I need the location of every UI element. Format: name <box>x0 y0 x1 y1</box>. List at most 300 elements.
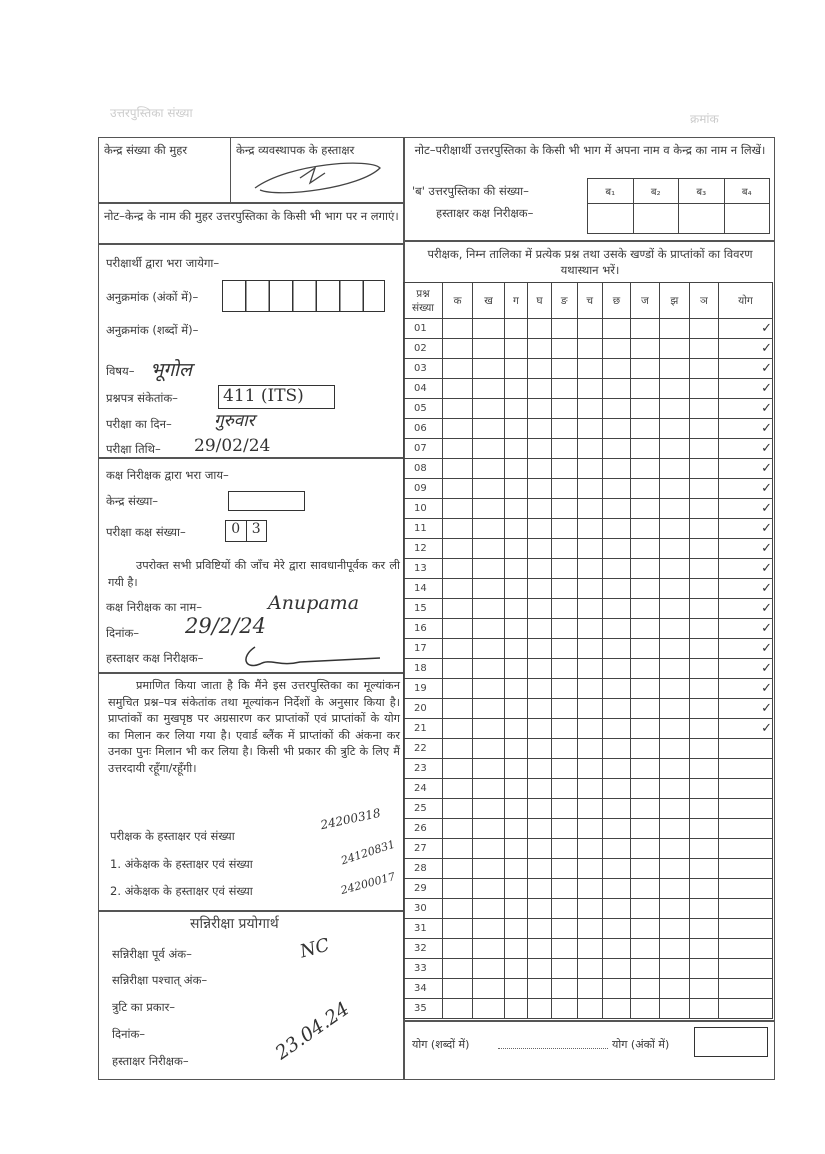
mark-cell[interactable] <box>527 659 551 679</box>
mark-cell[interactable] <box>443 659 473 679</box>
mark-cell[interactable] <box>551 879 577 899</box>
mark-cell[interactable] <box>660 599 690 619</box>
total-cell[interactable] <box>719 879 773 899</box>
mark-cell[interactable] <box>443 899 473 919</box>
mark-cell[interactable] <box>577 779 602 799</box>
mark-cell[interactable] <box>473 619 505 639</box>
total-cell[interactable]: ✓ <box>719 699 773 719</box>
mark-cell[interactable] <box>505 479 528 499</box>
mark-cell[interactable] <box>689 579 718 599</box>
mark-cell[interactable] <box>443 879 473 899</box>
mark-cell[interactable] <box>527 359 551 379</box>
mark-cell[interactable] <box>551 759 577 779</box>
mark-cell[interactable] <box>660 499 690 519</box>
mark-cell[interactable] <box>577 999 602 1019</box>
mark-cell[interactable] <box>505 639 528 659</box>
mark-cell[interactable] <box>527 399 551 419</box>
mark-cell[interactable] <box>577 339 602 359</box>
total-cell[interactable]: ✓ <box>719 499 773 519</box>
mark-cell[interactable] <box>505 539 528 559</box>
mark-cell[interactable] <box>660 659 690 679</box>
total-cell[interactable]: ✓ <box>719 339 773 359</box>
mark-cell[interactable] <box>473 659 505 679</box>
mark-cell[interactable] <box>689 999 718 1019</box>
mark-cell[interactable] <box>660 899 690 919</box>
mark-cell[interactable] <box>660 399 690 419</box>
mark-cell[interactable] <box>660 779 690 799</box>
mark-cell[interactable] <box>630 779 659 799</box>
mark-cell[interactable] <box>577 919 602 939</box>
mark-cell[interactable] <box>551 799 577 819</box>
mark-cell[interactable] <box>689 399 718 419</box>
total-cell[interactable] <box>719 799 773 819</box>
roll-digits-boxes[interactable] <box>222 280 385 312</box>
mark-cell[interactable] <box>660 519 690 539</box>
mark-cell[interactable] <box>660 639 690 659</box>
mark-cell[interactable] <box>505 919 528 939</box>
mark-cell[interactable] <box>689 819 718 839</box>
mark-cell[interactable] <box>603 319 631 339</box>
mark-cell[interactable] <box>551 699 577 719</box>
mark-cell[interactable] <box>630 799 659 819</box>
mark-cell[interactable] <box>630 639 659 659</box>
mark-cell[interactable] <box>551 499 577 519</box>
mark-cell[interactable] <box>551 559 577 579</box>
mark-cell[interactable] <box>443 959 473 979</box>
mark-cell[interactable] <box>505 459 528 479</box>
mark-cell[interactable] <box>473 719 505 739</box>
mark-cell[interactable] <box>505 499 528 519</box>
mark-cell[interactable] <box>527 679 551 699</box>
total-cell[interactable] <box>719 839 773 859</box>
mark-cell[interactable] <box>660 459 690 479</box>
mark-cell[interactable] <box>551 399 577 419</box>
mark-cell[interactable] <box>551 459 577 479</box>
mark-cell[interactable] <box>630 579 659 599</box>
mark-cell[interactable] <box>660 439 690 459</box>
mark-cell[interactable] <box>660 759 690 779</box>
total-cell[interactable] <box>719 779 773 799</box>
total-cell[interactable]: ✓ <box>719 399 773 419</box>
mark-cell[interactable] <box>689 899 718 919</box>
mark-cell[interactable] <box>603 579 631 599</box>
mark-cell[interactable] <box>603 639 631 659</box>
mark-cell[interactable] <box>603 479 631 499</box>
mark-cell[interactable] <box>527 479 551 499</box>
total-cell[interactable] <box>719 939 773 959</box>
mark-cell[interactable] <box>689 459 718 479</box>
mark-cell[interactable] <box>630 339 659 359</box>
total-cell[interactable]: ✓ <box>719 719 773 739</box>
mark-cell[interactable] <box>473 399 505 419</box>
mark-cell[interactable] <box>660 619 690 639</box>
mark-cell[interactable] <box>443 919 473 939</box>
total-cell[interactable] <box>719 899 773 919</box>
mark-cell[interactable] <box>660 559 690 579</box>
mark-cell[interactable] <box>689 859 718 879</box>
mark-cell[interactable] <box>551 999 577 1019</box>
mark-cell[interactable] <box>689 359 718 379</box>
mark-cell[interactable] <box>505 319 528 339</box>
mark-cell[interactable] <box>630 379 659 399</box>
mark-cell[interactable] <box>527 339 551 359</box>
total-digits-box[interactable] <box>694 1027 768 1057</box>
total-cell[interactable]: ✓ <box>719 579 773 599</box>
mark-cell[interactable] <box>603 659 631 679</box>
mark-cell[interactable] <box>505 679 528 699</box>
mark-cell[interactable] <box>689 839 718 859</box>
mark-cell[interactable] <box>551 419 577 439</box>
total-cell[interactable]: ✓ <box>719 599 773 619</box>
mark-cell[interactable] <box>473 599 505 619</box>
mark-cell[interactable] <box>551 379 577 399</box>
mark-cell[interactable] <box>577 559 602 579</box>
mark-cell[interactable] <box>630 599 659 619</box>
mark-cell[interactable] <box>630 899 659 919</box>
mark-cell[interactable] <box>630 739 659 759</box>
mark-cell[interactable] <box>551 599 577 619</box>
mark-cell[interactable] <box>630 959 659 979</box>
mark-cell[interactable] <box>660 379 690 399</box>
mark-cell[interactable] <box>551 519 577 539</box>
mark-cell[interactable] <box>660 979 690 999</box>
mark-cell[interactable] <box>505 719 528 739</box>
mark-cell[interactable] <box>527 459 551 479</box>
mark-cell[interactable] <box>630 399 659 419</box>
mark-cell[interactable] <box>443 399 473 419</box>
mark-cell[interactable] <box>551 819 577 839</box>
mark-cell[interactable] <box>443 579 473 599</box>
mark-cell[interactable] <box>473 899 505 919</box>
mark-cell[interactable] <box>527 319 551 339</box>
mark-cell[interactable] <box>443 539 473 559</box>
mark-cell[interactable] <box>551 659 577 679</box>
total-cell[interactable] <box>719 739 773 759</box>
mark-cell[interactable] <box>689 979 718 999</box>
mark-cell[interactable] <box>689 639 718 659</box>
mark-cell[interactable] <box>551 339 577 359</box>
mark-cell[interactable] <box>577 319 602 339</box>
mark-cell[interactable] <box>527 539 551 559</box>
total-cell[interactable] <box>719 959 773 979</box>
mark-cell[interactable] <box>505 779 528 799</box>
mark-cell[interactable] <box>689 939 718 959</box>
mark-cell[interactable] <box>505 959 528 979</box>
mark-cell[interactable] <box>527 839 551 859</box>
mark-cell[interactable] <box>473 979 505 999</box>
mark-cell[interactable] <box>577 719 602 739</box>
mark-cell[interactable] <box>660 839 690 859</box>
mark-cell[interactable] <box>603 599 631 619</box>
mark-cell[interactable] <box>577 859 602 879</box>
mark-cell[interactable] <box>660 419 690 439</box>
mark-cell[interactable] <box>443 859 473 879</box>
total-words-field[interactable] <box>498 1048 608 1049</box>
mark-cell[interactable] <box>527 899 551 919</box>
total-cell[interactable]: ✓ <box>719 359 773 379</box>
mark-cell[interactable] <box>527 719 551 739</box>
mark-cell[interactable] <box>660 739 690 759</box>
mark-cell[interactable] <box>577 739 602 759</box>
mark-cell[interactable] <box>577 599 602 619</box>
mark-cell[interactable] <box>630 459 659 479</box>
mark-cell[interactable] <box>603 859 631 879</box>
mark-cell[interactable] <box>603 699 631 719</box>
mark-cell[interactable] <box>473 639 505 659</box>
mark-cell[interactable] <box>443 839 473 859</box>
mark-cell[interactable] <box>660 719 690 739</box>
mark-cell[interactable] <box>473 539 505 559</box>
mark-cell[interactable] <box>473 999 505 1019</box>
mark-cell[interactable] <box>443 799 473 819</box>
mark-cell[interactable] <box>505 819 528 839</box>
mark-cell[interactable] <box>689 959 718 979</box>
mark-cell[interactable] <box>527 979 551 999</box>
mark-cell[interactable] <box>473 459 505 479</box>
mark-cell[interactable] <box>630 919 659 939</box>
mark-cell[interactable] <box>473 779 505 799</box>
mark-cell[interactable] <box>577 639 602 659</box>
mark-cell[interactable] <box>505 619 528 639</box>
total-cell[interactable] <box>719 999 773 1019</box>
mark-cell[interactable] <box>603 519 631 539</box>
mark-cell[interactable] <box>689 679 718 699</box>
mark-cell[interactable] <box>505 699 528 719</box>
mark-cell[interactable] <box>630 999 659 1019</box>
mark-cell[interactable] <box>527 819 551 839</box>
mark-cell[interactable] <box>630 659 659 679</box>
mark-cell[interactable] <box>505 999 528 1019</box>
mark-cell[interactable] <box>577 579 602 599</box>
mark-cell[interactable] <box>630 839 659 859</box>
mark-cell[interactable] <box>551 859 577 879</box>
mark-cell[interactable] <box>473 879 505 899</box>
mark-cell[interactable] <box>473 819 505 839</box>
mark-cell[interactable] <box>577 819 602 839</box>
mark-cell[interactable] <box>689 439 718 459</box>
mark-cell[interactable] <box>630 699 659 719</box>
mark-cell[interactable] <box>505 379 528 399</box>
mark-cell[interactable] <box>527 739 551 759</box>
total-cell[interactable] <box>719 859 773 879</box>
mark-cell[interactable] <box>603 959 631 979</box>
mark-cell[interactable] <box>527 799 551 819</box>
mark-cell[interactable] <box>551 679 577 699</box>
mark-cell[interactable] <box>527 559 551 579</box>
mark-cell[interactable] <box>551 439 577 459</box>
mark-cell[interactable] <box>473 519 505 539</box>
total-cell[interactable]: ✓ <box>719 679 773 699</box>
total-cell[interactable]: ✓ <box>719 639 773 659</box>
mark-cell[interactable] <box>577 399 602 419</box>
mark-cell[interactable] <box>527 919 551 939</box>
mark-cell[interactable] <box>577 359 602 379</box>
mark-cell[interactable] <box>473 759 505 779</box>
mark-cell[interactable] <box>551 979 577 999</box>
mark-cell[interactable] <box>443 439 473 459</box>
mark-cell[interactable] <box>603 919 631 939</box>
mark-cell[interactable] <box>443 999 473 1019</box>
mark-cell[interactable] <box>689 339 718 359</box>
mark-cell[interactable] <box>527 419 551 439</box>
mark-cell[interactable] <box>473 959 505 979</box>
mark-cell[interactable] <box>527 779 551 799</box>
total-cell[interactable]: ✓ <box>719 659 773 679</box>
room-no-box[interactable]: 0 3 <box>225 520 267 542</box>
mark-cell[interactable] <box>630 419 659 439</box>
mark-cell[interactable] <box>660 999 690 1019</box>
mark-cell[interactable] <box>603 619 631 639</box>
mark-cell[interactable] <box>505 859 528 879</box>
mark-cell[interactable] <box>603 739 631 759</box>
mark-cell[interactable] <box>630 939 659 959</box>
mark-cell[interactable] <box>551 779 577 799</box>
mark-cell[interactable] <box>660 799 690 819</box>
mark-cell[interactable] <box>473 319 505 339</box>
mark-cell[interactable] <box>603 359 631 379</box>
mark-cell[interactable] <box>630 439 659 459</box>
mark-cell[interactable] <box>577 479 602 499</box>
mark-cell[interactable] <box>630 319 659 339</box>
mark-cell[interactable] <box>603 439 631 459</box>
mark-cell[interactable] <box>551 719 577 739</box>
mark-cell[interactable] <box>473 859 505 879</box>
mark-cell[interactable] <box>551 839 577 859</box>
mark-cell[interactable] <box>505 599 528 619</box>
mark-cell[interactable] <box>473 839 505 859</box>
mark-cell[interactable] <box>473 359 505 379</box>
mark-cell[interactable] <box>443 379 473 399</box>
mark-cell[interactable] <box>689 559 718 579</box>
mark-cell[interactable] <box>473 479 505 499</box>
mark-cell[interactable] <box>505 419 528 439</box>
mark-cell[interactable] <box>630 979 659 999</box>
mark-cell[interactable] <box>577 439 602 459</box>
mark-cell[interactable] <box>527 699 551 719</box>
mark-cell[interactable] <box>443 559 473 579</box>
mark-cell[interactable] <box>505 879 528 899</box>
mark-cell[interactable] <box>505 399 528 419</box>
mark-cell[interactable] <box>473 579 505 599</box>
mark-cell[interactable] <box>551 479 577 499</box>
mark-cell[interactable] <box>689 919 718 939</box>
mark-cell[interactable] <box>527 499 551 519</box>
mark-cell[interactable] <box>473 939 505 959</box>
mark-cell[interactable] <box>473 379 505 399</box>
mark-cell[interactable] <box>577 699 602 719</box>
mark-cell[interactable] <box>527 439 551 459</box>
mark-cell[interactable] <box>443 979 473 999</box>
mark-cell[interactable] <box>630 499 659 519</box>
mark-cell[interactable] <box>527 519 551 539</box>
mark-cell[interactable] <box>551 959 577 979</box>
mark-cell[interactable] <box>473 499 505 519</box>
total-cell[interactable]: ✓ <box>719 519 773 539</box>
mark-cell[interactable] <box>660 919 690 939</box>
mark-cell[interactable] <box>443 719 473 739</box>
mark-cell[interactable] <box>660 959 690 979</box>
total-cell[interactable] <box>719 759 773 779</box>
total-cell[interactable] <box>719 919 773 939</box>
mark-cell[interactable] <box>551 579 577 599</box>
mark-cell[interactable] <box>473 559 505 579</box>
mark-cell[interactable] <box>505 339 528 359</box>
mark-cell[interactable] <box>660 699 690 719</box>
mark-cell[interactable] <box>577 419 602 439</box>
total-cell[interactable] <box>719 819 773 839</box>
mark-cell[interactable] <box>577 379 602 399</box>
mark-cell[interactable] <box>630 879 659 899</box>
mark-cell[interactable] <box>505 939 528 959</box>
total-cell[interactable] <box>719 979 773 999</box>
mark-cell[interactable] <box>689 879 718 899</box>
mark-cell[interactable] <box>505 359 528 379</box>
mark-cell[interactable] <box>603 839 631 859</box>
mark-cell[interactable] <box>689 319 718 339</box>
mark-cell[interactable] <box>603 799 631 819</box>
mark-cell[interactable] <box>527 579 551 599</box>
mark-cell[interactable] <box>443 759 473 779</box>
total-cell[interactable]: ✓ <box>719 379 773 399</box>
mark-cell[interactable] <box>630 479 659 499</box>
mark-cell[interactable] <box>577 659 602 679</box>
mark-cell[interactable] <box>505 759 528 779</box>
mark-cell[interactable] <box>577 619 602 639</box>
mark-cell[interactable] <box>689 619 718 639</box>
mark-cell[interactable] <box>689 659 718 679</box>
mark-cell[interactable] <box>577 459 602 479</box>
mark-cell[interactable] <box>473 919 505 939</box>
mark-cell[interactable] <box>505 899 528 919</box>
total-cell[interactable]: ✓ <box>719 559 773 579</box>
mark-cell[interactable] <box>443 939 473 959</box>
mark-cell[interactable] <box>630 559 659 579</box>
mark-cell[interactable] <box>443 419 473 439</box>
mark-cell[interactable] <box>473 799 505 819</box>
mark-cell[interactable] <box>689 519 718 539</box>
mark-cell[interactable] <box>630 539 659 559</box>
mark-cell[interactable] <box>660 539 690 559</box>
mark-cell[interactable] <box>473 439 505 459</box>
mark-cell[interactable] <box>577 799 602 819</box>
center-no-box[interactable] <box>228 491 305 511</box>
mark-cell[interactable] <box>443 699 473 719</box>
mark-cell[interactable] <box>505 559 528 579</box>
mark-cell[interactable] <box>443 619 473 639</box>
mark-cell[interactable] <box>551 359 577 379</box>
mark-cell[interactable] <box>505 519 528 539</box>
mark-cell[interactable] <box>660 339 690 359</box>
mark-cell[interactable] <box>660 879 690 899</box>
mark-cell[interactable] <box>527 759 551 779</box>
total-cell[interactable]: ✓ <box>719 319 773 339</box>
mark-cell[interactable] <box>603 759 631 779</box>
mark-cell[interactable] <box>473 699 505 719</box>
mark-cell[interactable] <box>551 899 577 919</box>
mark-cell[interactable] <box>630 519 659 539</box>
mark-cell[interactable] <box>551 939 577 959</box>
mark-cell[interactable] <box>630 719 659 739</box>
mark-cell[interactable] <box>660 359 690 379</box>
mark-cell[interactable] <box>603 979 631 999</box>
mark-cell[interactable] <box>689 799 718 819</box>
mark-cell[interactable] <box>603 999 631 1019</box>
mark-cell[interactable] <box>443 819 473 839</box>
mark-cell[interactable] <box>660 579 690 599</box>
mark-cell[interactable] <box>660 679 690 699</box>
mark-cell[interactable] <box>527 379 551 399</box>
mark-cell[interactable] <box>527 879 551 899</box>
